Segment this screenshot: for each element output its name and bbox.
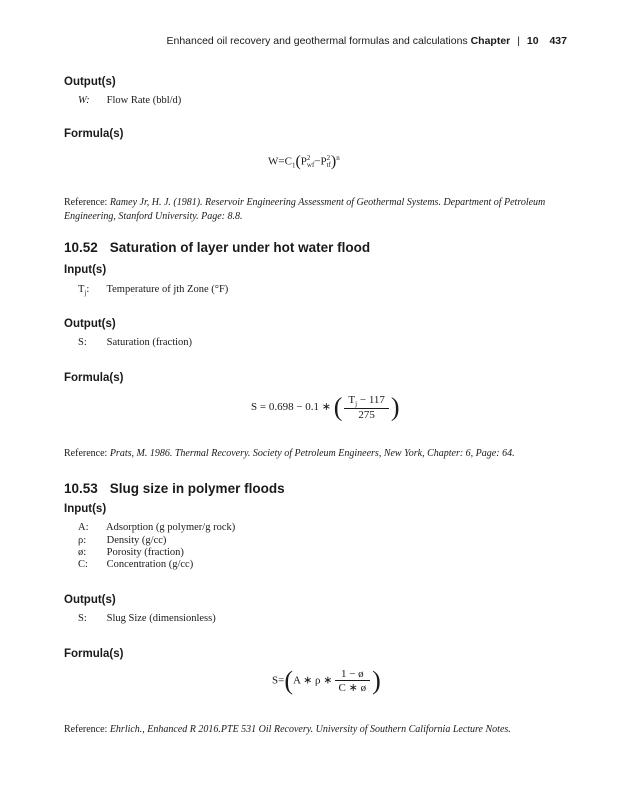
term-1-subscript: wf [306,160,315,169]
fraction-denominator: 275 [358,409,375,422]
input-variable: C: [78,559,88,570]
output-variable: W: [78,95,90,106]
reference-prefix: Reference: [64,724,108,735]
term-1-superscript: 2 [306,153,311,162]
open-paren: ( [284,666,293,695]
page-number: 437 [549,35,567,47]
formula-term-1: P [300,155,307,168]
input-variable-colon: : [86,284,90,295]
formula-fraction [335,668,371,694]
formula-middle: A ∗ ρ ∗ [293,674,333,687]
numerator-subscript: j [355,400,358,409]
input-row [78,535,166,546]
header-separator: | [517,35,520,47]
formula-heading: Formula(s) [64,128,124,140]
output-row [78,95,181,106]
close-paren: ) [330,153,337,170]
chapter-number: 10 [526,35,539,47]
running-title: Enhanced oil recovery and geothermal formulas and calculations [166,35,468,47]
input-variable: A: [78,522,89,533]
chapter-label: Chapter [470,35,511,47]
input-variable: ρ: [78,535,87,546]
input-variable-subscript: j [84,289,87,298]
open-paren: ( [333,392,343,422]
flow-rate-formula [268,153,340,171]
formula-heading: Formula(s) [64,372,124,384]
reference-prefix: Reference: [64,448,108,459]
formula-fraction [344,394,388,421]
section-title: Saturation of layer under hot water flood [109,240,371,255]
formula-equals: = [278,155,285,168]
section-number: 10.53 [64,481,98,496]
open-paren: ( [295,153,301,170]
input-description: Adsorption (g polymer/g rock) [106,522,236,533]
input-row [78,559,193,570]
formula-lhs: W [268,155,279,168]
input-heading: Input(s) [64,503,107,515]
output-variable: S: [78,337,87,348]
input-description: Temperature of jth Zone (°F) [106,284,229,295]
output-description: Slug Size (dimensionless) [106,613,216,624]
formula-minus: − [314,155,321,168]
numerator-variable: T [348,394,356,406]
fraction-denominator: C ∗ ø [338,682,367,694]
reference-citation: Prats, M. 1986. Thermal Recovery. Society of Petroleum Engineers, New York, Chapter: 6, Page: 64. [109,448,515,459]
output-heading: Output(s) [64,76,116,88]
input-variable-symbol: T [78,284,85,295]
close-paren: ) [372,666,381,695]
formula-heading: Formula(s) [64,648,124,660]
reference [64,723,569,737]
section-title: Slug size in polymer floods [109,481,285,496]
reference [64,196,569,224]
running-header [166,35,567,47]
input-variable [78,284,104,297]
input-description: Concentration (g/cc) [106,559,194,570]
input-variable: ø: [78,547,87,558]
input-description: Porosity (fraction) [106,547,184,558]
reference-citation: Ehrlich., Enhanced R 2016.PTE 531 Oil Recovery. University of Southern California Lecture Notes. [109,724,511,735]
fraction-numerator: 1 − ø [335,668,371,681]
reference-prefix: Reference: [64,197,108,208]
formula-term-2: P [320,155,327,168]
output-row [78,613,216,624]
output-variable: S: [78,613,87,624]
saturation-formula [251,394,400,421]
output-description: Flow Rate (bbl/d) [106,95,182,106]
formula-lhs: S = 0.698 − 0.1 ∗ [251,401,331,414]
fraction-numerator [344,394,388,409]
input-heading: Input(s) [64,264,107,276]
formula-coefficient-subscript: 1 [291,161,296,170]
slug-size-formula [272,668,381,694]
reference [64,447,569,461]
output-heading: Output(s) [64,318,116,330]
reference-citation: Ramey Jr, H. J. (1981). Reservoir Engineering Assessment of Geothermal Systems. Department of Petroleum Engineering, Stanford University. Page: 8.8. [64,197,546,222]
section-number: 10.52 [64,240,98,255]
formula-exponent: n [336,153,340,162]
numerator-rest: − 117 [357,394,385,406]
input-row [78,522,235,533]
section-heading [64,240,370,255]
term-2-subscript: tf [326,160,331,169]
section-heading [64,481,285,496]
output-row [78,337,192,348]
input-row [78,284,228,297]
term-2-superscript: 2 [326,153,331,162]
close-paren: ) [390,392,400,422]
formula-coefficient: C [284,155,292,168]
output-heading: Output(s) [64,594,116,606]
output-description: Saturation (fraction) [106,337,193,348]
input-description: Density (g/cc) [106,535,167,546]
input-row [78,547,184,558]
formula-lhs: S= [272,674,285,687]
